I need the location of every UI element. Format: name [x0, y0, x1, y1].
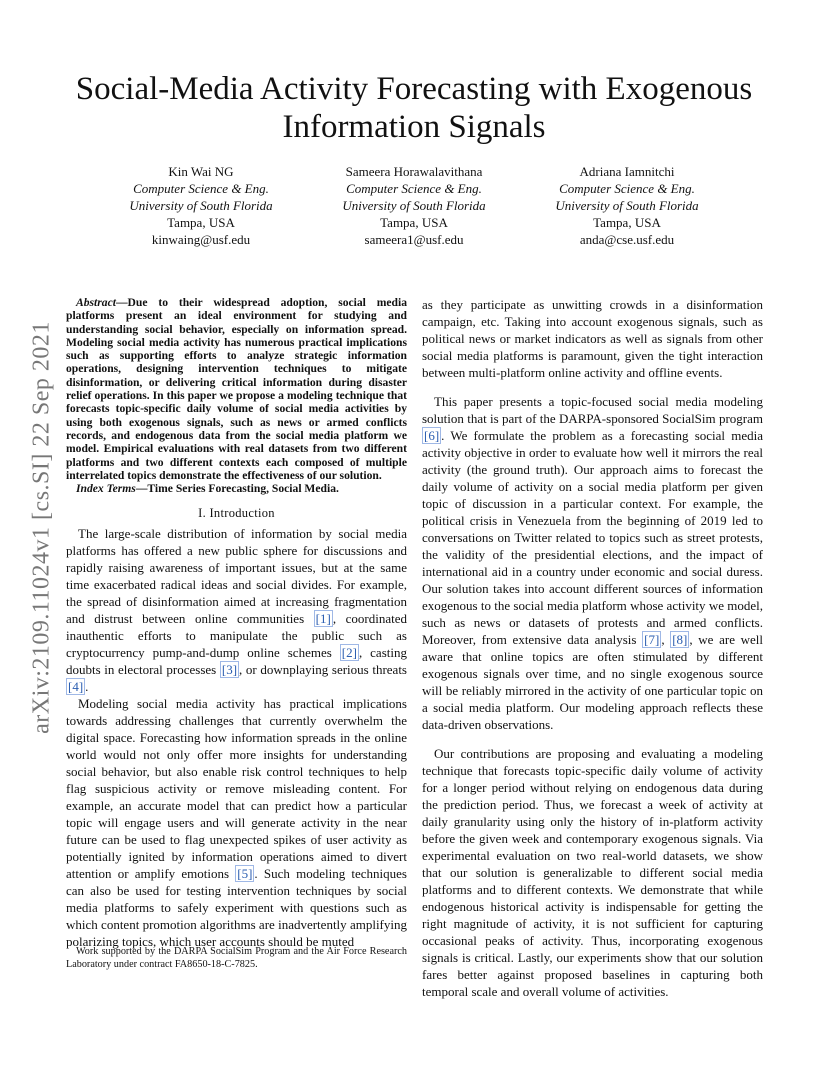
author-dept: Computer Science & Eng.	[559, 181, 695, 196]
author-univ: University of South Florida	[129, 198, 273, 213]
citation-link[interactable]: [3]	[221, 662, 238, 678]
paper-title: Social-Media Activity Forecasting with Exogenous Information Signals	[75, 71, 753, 145]
index-terms	[66, 482, 407, 495]
citation-link[interactable]: [2]	[341, 645, 357, 661]
text: The large-scale distribution of information by social media platforms has offered a new public sphere for discussions and rapidly raising awareness of important issues, but at the same time exacerbated radical ideas and social divides. For example, the spread of disinformation aimed at increasing fragmentation and distrust between online communities	[66, 526, 407, 627]
text: This paper presents a topic-focused social media modeling solution that is part of the DARPA-sponsored SocialSim program	[422, 394, 763, 426]
author-block-1	[91, 163, 311, 248]
author-dept: Computer Science & Eng.	[346, 181, 482, 196]
right-column	[422, 296, 763, 1000]
author-block-3	[517, 163, 737, 248]
author-univ: University of South Florida	[342, 198, 486, 213]
index-terms-text: —Time Series Forecasting, Social Media.	[135, 482, 339, 496]
text: . We formulate the problem as a forecasting social media activity objective in order to evaluate how well it mirrors the real activity (the ground truth). Our approach aims to forecast the daily volume of activity on a social media platform per given topic of discussion in a particular context. For example, the political crisis in Venezuela from the beginning of 2019 led to conversations on Twitter related to topics such as street protests, the validity of the presidential elections, and the impact of international aid in a country under economic and social duress. Our solution takes into account different sources of information exogenous to the social media platform whose activity we model, such as news or datasets of protests and armed conflicts. Moreover, from extensive data analysis	[422, 428, 763, 647]
text: . Such modeling techniques can also be used for testing intervention techniques by social media platforms to safely experiment with questions such as which content promotion algorithms are inadvertently amplifying polarizing topics, which user accounts should be muted	[66, 866, 407, 950]
abstract	[66, 296, 407, 482]
right-paragraph-1: as they participate as unwitting crowds in a disinformation campaign, etc. Taking into account exogenous signals, such as political news or market indicators as well as signals from other social media platforms is paramount, given the tight interaction between multi-platform online activity and offline events.	[422, 297, 763, 380]
author-email: anda@cse.usf.edu	[579, 232, 675, 247]
text: , casting doubts in electoral processes	[66, 645, 407, 678]
author-name: Sameera Horawalavithana	[345, 164, 483, 179]
citation-link[interactable]: [4]	[68, 679, 84, 695]
intro-paragraph-1	[66, 525, 407, 695]
text: ,	[661, 632, 671, 647]
citation-link[interactable]: [6]	[424, 428, 440, 443]
text: .	[85, 679, 89, 695]
author-email: sameera1@usf.edu	[364, 232, 464, 247]
right-paragraph-2	[422, 393, 763, 733]
author-block-2	[304, 163, 524, 248]
author-location: Tampa, USA	[167, 215, 235, 230]
intro-paragraph-2	[66, 695, 407, 950]
abstract-lead: Abstract	[76, 296, 116, 309]
left-column	[66, 296, 407, 950]
text: , or downplaying serious threats	[239, 662, 407, 678]
citation-link[interactable]: [5]	[237, 866, 253, 882]
author-dept: Computer Science & Eng.	[133, 181, 269, 196]
text: , coordinated inauthentic efforts to manipulate the public such as cryptocurrency pump-and-dump online schemes	[66, 611, 407, 661]
citation-link[interactable]: [7]	[644, 632, 660, 647]
citation-link[interactable]: [1]	[315, 611, 331, 627]
arxiv-watermark: arXiv:2109.11024v1 [cs.SI] 22 Sep 2021	[28, 321, 55, 734]
author-univ: University of South Florida	[555, 198, 699, 213]
text: , we are well aware that online topics are often stimulated by different exogenous signals over time, and no single exogenous source will be reliably mirrored in the activity of one particular topic on a social media platform. Our modeling approach reflects these data-driven observations.	[422, 632, 763, 732]
index-terms-lead: Index Terms	[76, 482, 136, 496]
author-name: Kin Wai NG	[168, 164, 234, 179]
text: Modeling social media activity has practical implications towards addressing challenges that currently overwhelm the digital space. Forecasting how information spreads in the online world would not only offer more insights for understanding social behavior, but also enable risk control techniques to help flag suspicious activity or remove misleading content. For example, an accurate model that can predict how a particular topic will engage users and will generate activity in the near future can be used to flag unexpected spikes of user activity as potentially ignited by information operations aimed to divert attention or amplify emotions	[66, 696, 407, 882]
author-name: Adriana Iamnitchi	[579, 164, 675, 179]
right-paragraph-3: Our contributions are proposing and evaluating a modeling technique that forecasts topic-specific daily volume of activity for a longer period without relying on endogenous data during the prediction period. Thus, we forecast a week of activity at daily granularity using only the history of in-platform activity before the given week and contemporary exogenous signals. Via experimental evaluation on two real-world datasets, we show that our solution is generalizable to different social media platforms and to different contexts. We demonstrate that while endogenous historical activity is indispensable for getting the right magnitude of activity, it is not sufficient for capturing occasional peaks of activity. Thus, incorporating exogenous signals is critical. Lastly, our experiments show that our solution fares better against proposed baselines in capturing both temporal scale and overall volume of activities.	[422, 746, 763, 999]
abstract-text: —Due to their widespread adoption, social media platforms present an ideal environment for studying and understanding social behavior, especially on information spread. Modeling social media activity has numerous practical implications such as supporting efforts to analyze strategic information operations, designing intervention techniques to mitigate disinformation, or delivering critical information during disaster relief operations. In this paper we propose a modeling technique that forecasts topic-specific daily volume of social media activities by using both exogenous signals, such as news or armed conflicts records, and endogenous data from the social media platform we model. Empirical evaluations with real datasets from two different platforms and two different contexts each composed of multiple interrelated topics demonstrate the effectiveness of our solution.	[66, 296, 407, 482]
author-location: Tampa, USA	[380, 215, 448, 230]
author-location: Tampa, USA	[593, 215, 661, 230]
author-email: kinwaing@usf.edu	[151, 232, 251, 247]
section-heading: I. Introduction	[198, 506, 275, 521]
footnote: Work supported by the DARPA SocialSim Program and the Air Force Research Laboratory under contract FA8650-18-C-7825.	[66, 946, 407, 970]
citation-link[interactable]: [8]	[672, 632, 688, 647]
